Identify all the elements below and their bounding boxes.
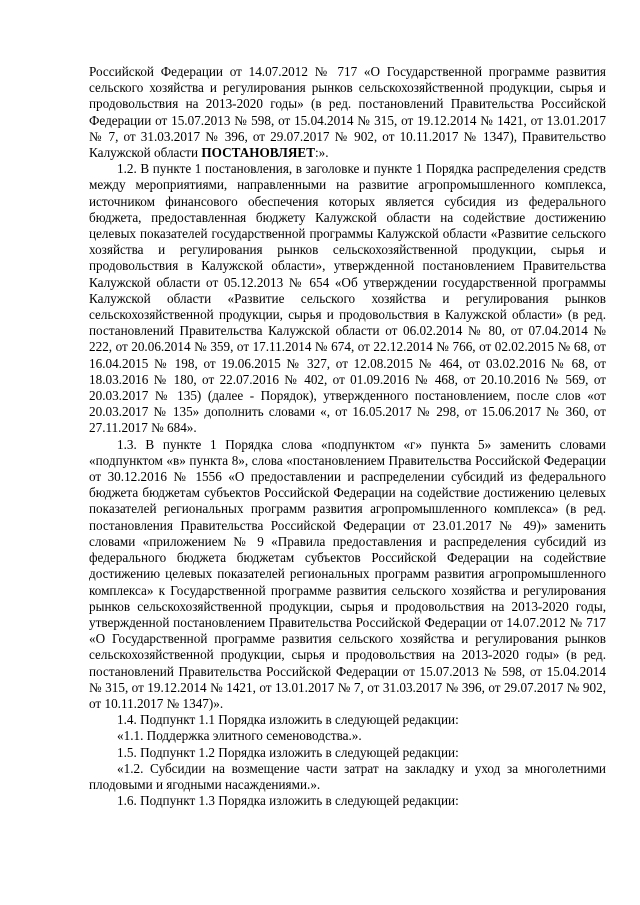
paragraph-intro-continuation <box>89 64 606 161</box>
paragraph-1-3: 1.3. В пункте 1 Порядка слова «подпунктом «г» пункта 5» заменить словами «подпунктом «в» пункта 8», слова «постановлением Правительства Российской Федерации от 30.12.2016 № 1556 «О предоставлении и распределении субсидий из федерального бюджета бюджетам субъектов Российской Федерации на содействие достижению целевых показателей региональных программ развития агропромышленного комплекса» (в ред. постановления Правительства Российской Федерации от 23.01.2017 № 49)» заменить словами «приложением № 9 «Правила предоставления и распределения субсидий из федерального бюджета бюджетам субъектов Российской Федерации на содействие достижению целевых показателей региональных программ развития агропромышленного комплекса» к Государственной программе развития сельского хозяйства и регулирования рынков сельскохозяйственной продукции, сырья и продовольствия на 2013-2020 годы, утвержденной постановлением Правительства Российской Федерации от 14.07.2012 № 717 «О Государственной программе развития сельского хозяйства и регулирования рынков сельскохозяйственной продукции, сырья и продовольствия на 2013-2020 годы» (в ред. постановлений Правительства Российской Федерации от 15.07.2013 № 598, от 15.04.2014 № 315, от 19.12.2014 № 1421, от 13.01.2017 № 7, от 31.03.2017 № 396, от 29.07.2017 № 902, от 10.11.2017 № 1347)». <box>89 436 606 711</box>
paragraph-text-end: :». <box>315 145 329 161</box>
paragraph-1-2: 1.2. В пункте 1 постановления, в заголовке и пункте 1 Порядка распределения средств между мероприятиями, направленными на развитие агропромышленного комплекса, источником финансового обеспечения которых является субсидия из федерального бюджета, предоставленная бюджету Калужской области на содействие достижению целевых показателей государственной программы Калужской области «Развитие сельского хозяйства и регулирования рынков сельскохозяйственной продукции, сырья и продовольствия в Калужской области», утвержденной постановлением Правительства Калужской области от 05.12.2013 № 654 «Об утверждении государственной программы Калужской области «Развитие сельского хозяйства и регулирования рынков сельскохозяйственной продукции, сырья и продовольствия в Калужской области» (в ред. постановлений Правительства Калужской области от 06.02.2014 № 80, от 07.04.2014 № 222, от 20.06.2014 № 359, от 17.11.2014 № 674, от 22.12.2014 № 766, от 02.02.2015 № 68, от 16.04.2015 № 198, от 19.06.2015 № 327, от 12.08.2015 № 464, от 03.02.2016 № 68, от 18.03.2016 № 180, от 22.07.2016 № 402, от 01.09.2016 № 468, от 20.10.2016 № 569, от 20.03.2017 № 135) (далее - Порядок), утвержденного постановлением, после слов «от 20.03.2017 № 135» дополнить словами «, от 16.05.2017 № 298, от 15.06.2017 № 360, от 27.11.2017 № 684». <box>89 161 606 436</box>
bold-resolution-word: ПОСТАНОВЛЯЕТ <box>201 145 316 161</box>
paragraph-1-5-quote: «1.2. Субсидии на возмещение части затрат на закладку и уход за многолетними плодовыми и ягодными насаждениями.». <box>89 760 606 792</box>
paragraph-1-5: 1.5. Подпункт 1.2 Порядка изложить в следующей редакции: <box>117 744 459 760</box>
paragraph-1-6: 1.6. Подпункт 1.3 Порядка изложить в следующей редакции: <box>117 793 459 809</box>
document-body <box>89 64 606 809</box>
paragraph-1-4: 1.4. Подпункт 1.1 Порядка изложить в следующей редакции: <box>117 712 459 728</box>
paragraph-1-4-quote: «1.1. Поддержка элитного семеноводства.». <box>117 728 362 744</box>
paragraph-text: Российской Федерации от 14.07.2012 № 717 «О Государственной программе развития сельского хозяйства и регулирования рынков сельскохозяйственной продукции, сырья и продовольствия на 2013-2020 годы» (в ред. постановлений Правительства Российской Федерации от 15.07.2013 № 598, от 15.04.2014 № 315, от 19.12.2014 № 1421, от 13.01.2017 № 7, от 31.03.2017 № 396, от 29.07.2017 № 902, от 10.11.2017 № 1347), Правительство Калужской области <box>89 64 606 161</box>
